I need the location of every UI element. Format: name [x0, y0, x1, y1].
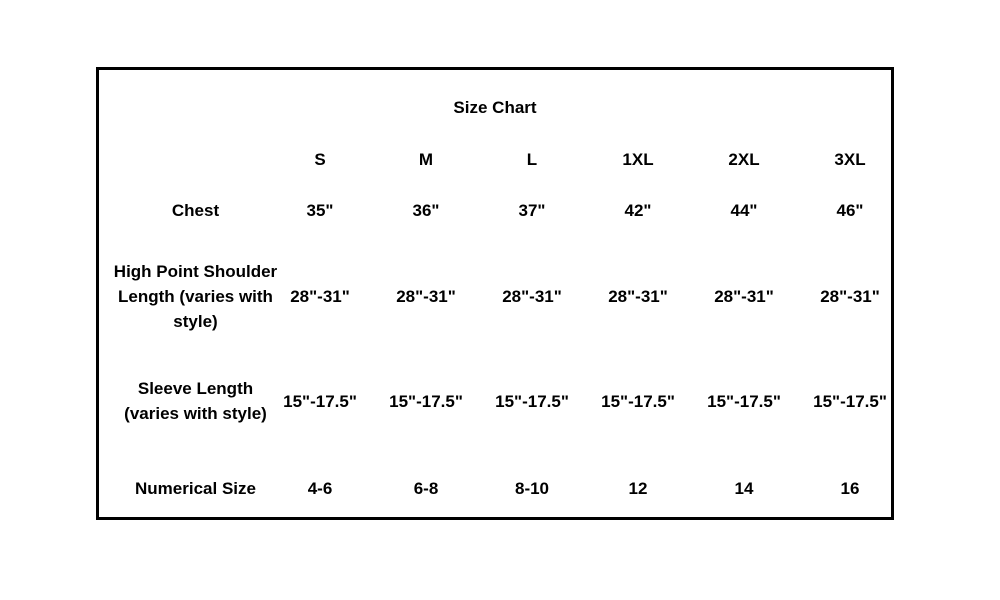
table-cell: 4-6 — [307, 478, 333, 498]
table-cell: 15"-17.5" — [707, 391, 781, 411]
table-cell: 28"-31" — [396, 286, 456, 306]
size-header-1xl: 1XL — [622, 149, 654, 169]
table-cell: 28"-31" — [502, 286, 562, 306]
table-cell: 28"-31" — [608, 286, 668, 306]
size-chart-title: Size Chart — [453, 98, 537, 117]
size-chart-grid — [99, 70, 891, 517]
table-cell: 42" — [624, 200, 652, 220]
table-cell: 28"-31" — [714, 286, 774, 306]
table-cell: 12 — [628, 478, 648, 498]
table-cell: 15"-17.5" — [601, 391, 675, 411]
table-cell: 8-10 — [514, 478, 550, 498]
table-cell: 6-8 — [413, 478, 439, 498]
table-cell: 28"-31" — [290, 286, 350, 306]
size-header-3xl: 3XL — [834, 149, 866, 169]
table-cell: 36" — [412, 200, 440, 220]
table-cell: 15"-17.5" — [283, 391, 357, 411]
table-cell: 15"-17.5" — [813, 391, 887, 411]
size-header-2xl: 2XL — [728, 149, 760, 169]
row-label-numerical-size: Numerical Size — [135, 478, 256, 498]
table-cell: 37" — [518, 200, 546, 220]
size-header-s: S — [314, 149, 326, 169]
table-cell: 28"-31" — [820, 286, 880, 306]
table-cell: 44" — [730, 200, 758, 220]
size-header-l: L — [526, 149, 538, 169]
table-cell: 15"-17.5" — [495, 391, 569, 411]
row-label-sleeve-length: Sleeve Length (varies with style) — [124, 379, 267, 423]
table-cell: 14 — [734, 478, 754, 498]
size-chart-table — [96, 67, 894, 520]
table-cell: 46" — [836, 200, 864, 220]
row-label-chest: Chest — [171, 200, 220, 220]
table-cell: 35" — [306, 200, 334, 220]
size-header-m: M — [418, 149, 434, 169]
row-label-shoulder-length: High Point Shoulder Length (varies with style) — [113, 261, 278, 331]
table-cell: 16 — [840, 478, 860, 498]
table-cell: 15"-17.5" — [389, 391, 463, 411]
